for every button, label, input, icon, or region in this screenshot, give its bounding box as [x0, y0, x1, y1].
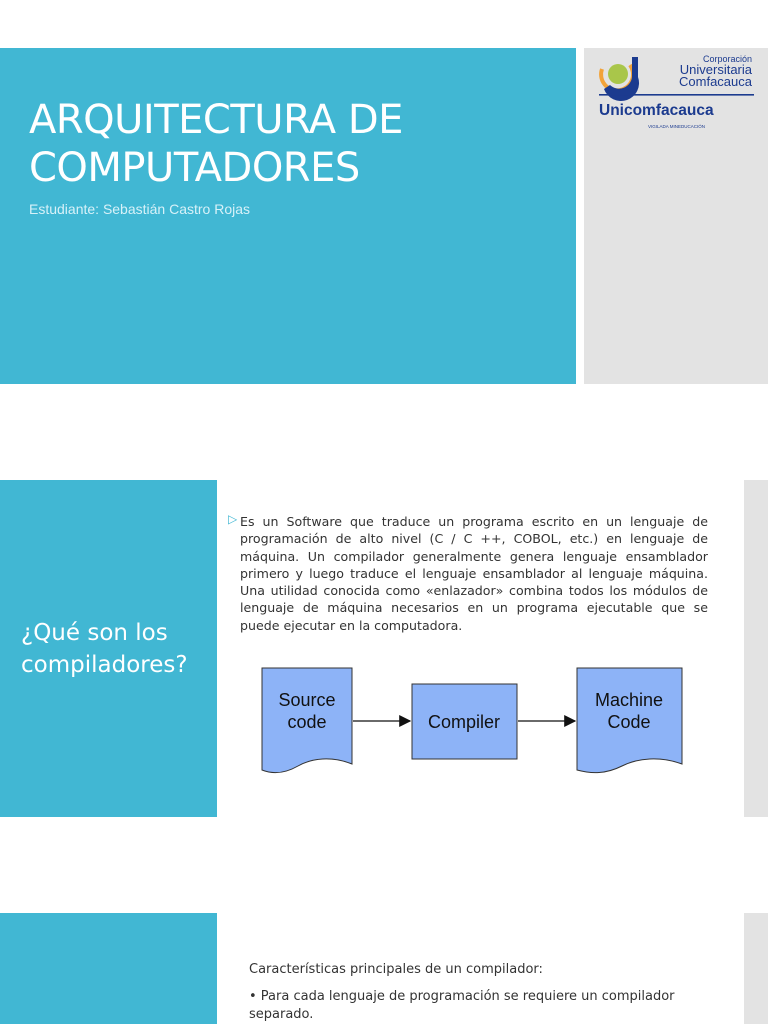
s2-title-line-2: compiladores?: [21, 652, 188, 678]
logo-line-2: Universitaria: [679, 62, 752, 77]
title-line-2: COMPUTADORES: [29, 145, 360, 191]
compilers-slide-title: [21, 617, 211, 681]
machine-label-line-1: Machine: [594, 690, 664, 710]
presentation-title: [29, 96, 569, 192]
student-name: Estudiante: Sebastián Castro Rojas: [29, 201, 251, 217]
slide2-side-panel: [744, 480, 768, 817]
machine-label-line-2: Code: [607, 712, 651, 732]
compiler-definition-paragraph: Es un Software que traduce un programa escrito en un lenguaje de programación de alto nivel (C / C ++, COBOL, etc.) en lenguaje de máquina. Un compilador generalmente genera lenguaje ensamblador primero y luego traduce el lenguaje ensamblador al lenguaje máquina. Una utilidad conocida como «enlazador» combina todos los módulos de lenguaje de máquina necesarios en un programa ejecutable que se puede ejecutar en la computadora.: [240, 514, 708, 633]
logo-tagline: VIGILADA MINEDUCACIÓN: [648, 124, 706, 129]
features-heading: Características principales de un compilador:: [249, 962, 543, 977]
features-bullet-1: • Para cada lenguaje de programación se requiere un compilador separado.: [249, 989, 675, 1022]
s2-title-line-1: ¿Qué son los: [21, 620, 168, 646]
logo-line-1: Corporación: [702, 54, 752, 64]
source-label-line-2: code: [287, 712, 327, 732]
compiler-label: Compiler: [427, 712, 501, 732]
logo-line-3: Comfacauca: [679, 74, 752, 89]
source-label-line-1: Source: [278, 690, 336, 710]
features-slide-panel: [0, 913, 217, 1024]
logo-brand: Unicomfacauca: [599, 102, 714, 119]
logo-divider: [599, 94, 754, 96]
slide3-side-panel: [744, 913, 768, 1024]
bullet-arrow-icon: ▷: [228, 512, 238, 526]
title-line-1: ARQUITECTURA DE: [29, 97, 403, 143]
logo-ball-icon: [608, 64, 628, 84]
university-logo: [596, 53, 756, 133]
compiler-diagram: [258, 664, 690, 782]
